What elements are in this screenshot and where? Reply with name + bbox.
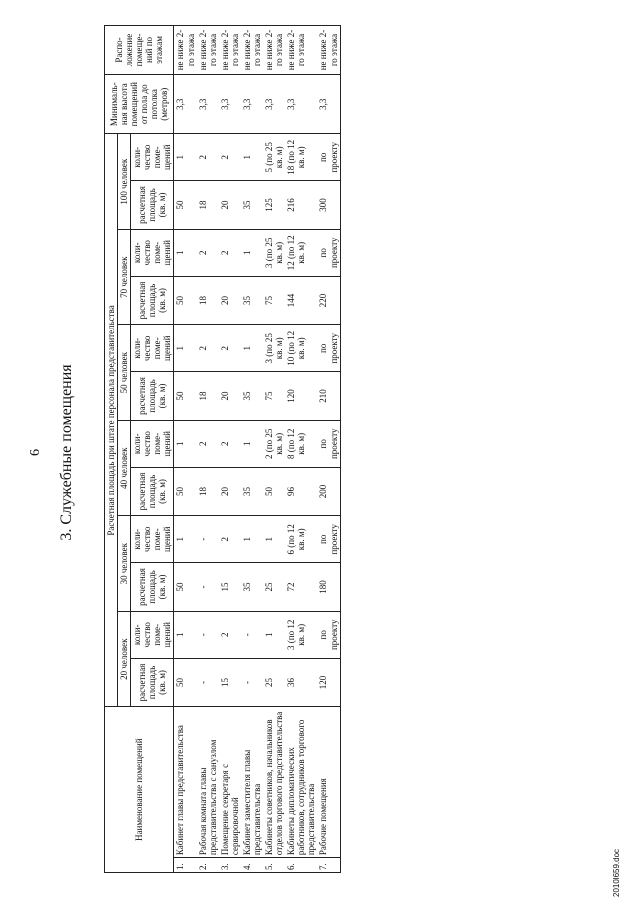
min-height-cell: 3,3 — [241, 74, 263, 133]
table-row — [197, 26, 219, 873]
count-cell: - — [197, 516, 219, 563]
header-count-sub: коли- чество поме- щений — [131, 611, 174, 658]
count-cell: по проекту — [317, 611, 340, 658]
count-cell: 1 — [263, 516, 285, 563]
area-cell: 20 — [219, 276, 241, 325]
location-cell: не ниже 2-го этажа — [241, 26, 263, 75]
area-cell: 15 — [219, 563, 241, 612]
count-cell: 3 (по 25 кв. м) — [263, 229, 285, 276]
area-cell: 216 — [285, 181, 317, 230]
area-cell: 220 — [317, 276, 340, 325]
area-cell: - — [197, 563, 219, 612]
count-cell: 2 — [219, 134, 241, 181]
area-cell: 15 — [219, 658, 241, 707]
header-location: Распо- ложение помеще- ний по этажам — [105, 26, 174, 75]
count-cell: 18 (по 12 кв. м) — [285, 134, 317, 181]
count-cell: 1 — [174, 134, 197, 181]
header-group: 20 человек — [118, 611, 131, 707]
table-row — [317, 26, 340, 873]
location-cell: не ниже 2-го этажа — [174, 26, 197, 75]
header-count-sub: коли- чество поме- щений — [131, 229, 174, 276]
table-body — [174, 26, 340, 873]
row-name: Рабочие помещения — [317, 707, 340, 858]
area-cell: 120 — [317, 658, 340, 707]
count-cell: 2 — [197, 420, 219, 467]
header-group: 40 человек — [118, 420, 131, 516]
header-area-sub: расчетная площадь (кв. м) — [131, 276, 174, 325]
location-cell: не ниже 2-го этажа — [317, 26, 340, 75]
count-cell: 1 — [174, 229, 197, 276]
area-cell: 200 — [317, 467, 340, 516]
area-cell: 300 — [317, 181, 340, 230]
table-row — [241, 26, 263, 873]
area-cell: 75 — [263, 276, 285, 325]
header-area-sub: расчетная площадь (кв. м) — [131, 467, 174, 516]
area-cell: 35 — [241, 467, 263, 516]
count-cell: - — [197, 611, 219, 658]
min-height-cell: 3,3 — [285, 74, 317, 133]
header-name-col: Наименование помещений — [105, 707, 174, 873]
area-cell: 96 — [285, 467, 317, 516]
header-min-height: Минималь- ная высота помещений от пола до потолка (метров) — [105, 74, 174, 133]
count-cell: 2 — [219, 229, 241, 276]
count-cell: по проекту — [317, 420, 340, 467]
count-cell: 3 (по 12 кв. м) — [285, 611, 317, 658]
location-cell: не ниже 2-го этажа — [285, 26, 317, 75]
area-cell: 35 — [241, 181, 263, 230]
area-cell: 35 — [241, 276, 263, 325]
min-height-cell: 3,3 — [174, 74, 197, 133]
header-group: 100 человек — [118, 134, 131, 230]
row-name: Кабинеты советников, начальников отделов торгового представительства — [263, 707, 285, 858]
premises-table — [104, 25, 341, 873]
area-cell: 50 — [174, 372, 197, 421]
count-cell: - — [241, 611, 263, 658]
min-height-cell: 3,3 — [197, 74, 219, 133]
area-cell: 180 — [317, 563, 340, 612]
row-number: 4. — [241, 858, 263, 873]
count-cell: 10 (по 12 кв. м) — [285, 325, 317, 372]
count-cell: 3 (по 25 кв. м) — [263, 325, 285, 372]
count-cell: 1 — [174, 611, 197, 658]
area-cell: 144 — [285, 276, 317, 325]
count-cell: 1 — [241, 134, 263, 181]
count-cell: 1 — [174, 516, 197, 563]
area-cell: 20 — [219, 181, 241, 230]
header-count-sub: коли- чество поме- щений — [131, 134, 174, 181]
area-cell: 72 — [285, 563, 317, 612]
header-area-sub: расчетная площадь (кв. м) — [131, 658, 174, 707]
area-cell: 20 — [219, 372, 241, 421]
header-area-sub: расчетная площадь (кв. м) — [131, 372, 174, 421]
area-cell: 120 — [285, 372, 317, 421]
row-number: 3. — [219, 858, 241, 873]
row-name: Кабинет главы представительства — [174, 707, 197, 858]
table-row — [285, 26, 317, 873]
footer-code: 2010l659.doc — [612, 848, 621, 897]
table-row — [263, 26, 285, 873]
header-count-sub: коли- чество поме- щений — [131, 325, 174, 372]
header-group-title: Расчетная площадь при штате персонала представительства — [105, 134, 118, 707]
area-cell: 50 — [174, 658, 197, 707]
count-cell: 2 — [219, 420, 241, 467]
area-cell: 18 — [197, 372, 219, 421]
min-height-cell: 3,3 — [219, 74, 241, 133]
row-number: 7. — [317, 858, 340, 873]
count-cell: 1 — [174, 420, 197, 467]
area-cell: - — [241, 658, 263, 707]
table-row — [219, 26, 241, 873]
count-cell: 12 (по 12 кв. м) — [285, 229, 317, 276]
row-number: 6. — [285, 858, 317, 873]
area-cell: 210 — [317, 372, 340, 421]
area-cell: 18 — [197, 181, 219, 230]
count-cell: 2 — [197, 229, 219, 276]
area-cell: 36 — [285, 658, 317, 707]
area-cell: - — [197, 658, 219, 707]
area-cell: 75 — [263, 372, 285, 421]
count-cell: 2 — [197, 134, 219, 181]
location-cell: не ниже 2-го этажа — [219, 26, 241, 75]
count-cell: 1 — [263, 611, 285, 658]
area-cell: 125 — [263, 181, 285, 230]
location-cell: не ниже 2-го этажа — [197, 26, 219, 75]
area-cell: 50 — [174, 563, 197, 612]
count-cell: 1 — [241, 325, 263, 372]
count-cell: 8 (по 12 кв. м) — [285, 420, 317, 467]
count-cell: 2 — [219, 611, 241, 658]
area-cell: 50 — [174, 276, 197, 325]
header-group: 30 человек — [118, 516, 131, 612]
area-cell: 20 — [219, 467, 241, 516]
count-cell: 1 — [241, 229, 263, 276]
count-cell: 6 (по 12 кв. м) — [285, 516, 317, 563]
count-cell: 2 — [197, 325, 219, 372]
area-cell: 18 — [197, 467, 219, 516]
row-number: 2. — [197, 858, 219, 873]
count-cell: 2 — [219, 325, 241, 372]
area-cell: 50 — [174, 181, 197, 230]
count-cell: 1 — [174, 325, 197, 372]
header-area-sub: расчетная площадь (кв. м) — [131, 563, 174, 612]
count-cell: 1 — [241, 420, 263, 467]
section-title: 3. Служебные помещения — [58, 364, 75, 541]
count-cell: по проекту — [317, 516, 340, 563]
area-cell: 35 — [241, 372, 263, 421]
header-count-sub: коли- чество поме- щений — [131, 420, 174, 467]
row-name: Кабинеты дипломатических работников, сотрудников торгового представительства — [285, 707, 317, 858]
row-number: 5. — [263, 858, 285, 873]
row-number: 1. — [174, 858, 197, 873]
location-cell: не ниже 2-го этажа — [263, 26, 285, 75]
count-cell: по проекту — [317, 134, 340, 181]
min-height-cell: 3,3 — [317, 74, 340, 133]
area-cell: 25 — [263, 563, 285, 612]
area-cell: 18 — [197, 276, 219, 325]
row-name: Помещение секретаря с сервировочной — [219, 707, 241, 858]
header-group: 70 человек — [118, 229, 131, 325]
row-name: Кабинет заместителя главы представительства — [241, 707, 263, 858]
header-area-sub: расчетная площадь (кв. м) — [131, 181, 174, 230]
area-cell: 25 — [263, 658, 285, 707]
row-name: Рабочая комната главы представительства с санузлом — [197, 707, 219, 858]
table-row — [174, 26, 197, 873]
header-group: 50 человек — [118, 325, 131, 421]
count-cell: 2 (по 25 кв. м) — [263, 420, 285, 467]
area-cell: 50 — [174, 467, 197, 516]
page-number: 6 — [28, 449, 43, 456]
count-cell: 2 — [219, 516, 241, 563]
min-height-cell: 3,3 — [263, 74, 285, 133]
area-cell: 50 — [263, 467, 285, 516]
header-count-sub: коли- чество поме- щений — [131, 516, 174, 563]
count-cell: 1 — [241, 516, 263, 563]
count-cell: по проекту — [317, 229, 340, 276]
area-cell: 35 — [241, 563, 263, 612]
count-cell: по проекту — [317, 325, 340, 372]
count-cell: 5 (по 25 кв. м) — [263, 134, 285, 181]
